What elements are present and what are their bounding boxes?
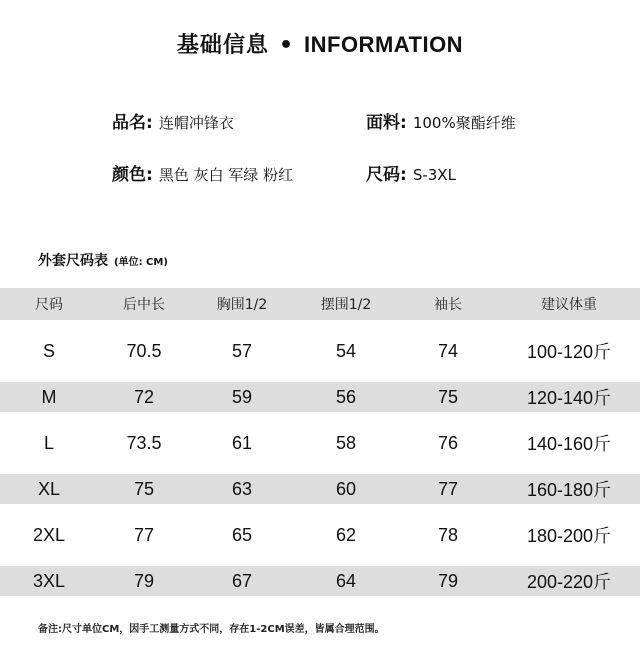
- cell-chest: 59: [231, 386, 253, 407]
- cell-chest: 63: [231, 478, 253, 499]
- info-size-label: 尺码: [366, 165, 400, 185]
- cell-back-length: 77: [133, 524, 155, 545]
- cell-back-length: 75: [133, 478, 155, 499]
- table-row: [0, 504, 640, 566]
- info-fabric-label: 面料: [366, 113, 400, 133]
- cell-hem: 62: [335, 524, 357, 545]
- cell-hem: 60: [335, 478, 357, 499]
- cell-sleeve: 76: [437, 432, 459, 453]
- info-color-label: 颜色: [112, 165, 146, 185]
- cell-weight: 140-160斤: [526, 434, 612, 454]
- header-back-length: 后中长: [123, 297, 165, 313]
- info-fabric-value: 100%聚酯纤维: [412, 114, 516, 132]
- info-name: 品名: 连帽冲锋衣: [112, 113, 234, 133]
- info-name-label: 品名: [112, 113, 146, 133]
- cell-hem: 64: [335, 570, 357, 591]
- table-row: [0, 474, 640, 504]
- header-size: 尺码: [35, 297, 63, 313]
- title-cn: 基础信息: [176, 33, 269, 58]
- header-weight: 建议体重: [541, 297, 597, 313]
- cell-sleeve: 75: [437, 386, 459, 407]
- table-row: [0, 320, 640, 382]
- title-separator: •: [278, 33, 294, 58]
- header-chest: 胸围1/2: [216, 297, 268, 313]
- cell-weight: 160-180斤: [526, 480, 612, 500]
- info-name-value: 连帽冲锋衣: [158, 114, 234, 132]
- cell-chest: 65: [231, 524, 253, 545]
- size-table-unit: (单位: CM): [114, 257, 168, 268]
- cell-weight: 100-120斤: [526, 342, 612, 362]
- info-color: 颜色: 黑色 灰白 军绿 粉红: [112, 165, 294, 185]
- cell-hem: 54: [335, 340, 357, 361]
- cell-hem: 58: [335, 432, 357, 453]
- size-table: [0, 288, 640, 596]
- cell-weight: 180-200斤: [526, 526, 612, 546]
- cell-chest: 57: [231, 340, 253, 361]
- size-table-header-row: [0, 288, 640, 320]
- cell-size: M: [41, 386, 57, 407]
- cell-back-length: 73.5: [126, 432, 162, 453]
- info-color-value: 黑色 灰白 军绿 粉红: [158, 166, 294, 184]
- cell-back-length: 70.5: [126, 340, 162, 361]
- cell-size: S: [42, 340, 55, 361]
- cell-size: L: [43, 432, 54, 453]
- cell-size: XL: [37, 478, 61, 499]
- info-size-value: S-3XL: [412, 166, 456, 184]
- info-size: 尺码: S-3XL: [366, 165, 456, 185]
- table-row: [0, 382, 640, 412]
- table-row: [0, 412, 640, 474]
- title-en: INFORMATION: [304, 32, 464, 57]
- table-row: [0, 566, 640, 596]
- cell-chest: 67: [231, 570, 253, 591]
- cell-sleeve: 78: [437, 524, 459, 545]
- cell-sleeve: 74: [437, 340, 459, 361]
- info-fabric: 面料: 100%聚酯纤维: [366, 113, 516, 133]
- cell-hem: 56: [335, 386, 357, 407]
- size-table-title: 外套尺码表 (单位: CM): [38, 253, 168, 269]
- cell-sleeve: 79: [437, 570, 459, 591]
- cell-sleeve: 77: [437, 478, 459, 499]
- cell-size: 3XL: [32, 570, 66, 591]
- cell-back-length: 79: [133, 570, 155, 591]
- page-title: [0, 28, 640, 59]
- cell-weight: 120-140斤: [526, 388, 612, 408]
- cell-chest: 61: [231, 432, 253, 453]
- cell-weight: 200-220斤: [526, 572, 612, 592]
- footnote: 备注:尺寸单位CM，因手工测量方式不同，存在1-2CM误差，皆属合理范围。: [38, 624, 385, 635]
- header-hem: 摆围1/2: [320, 297, 372, 313]
- cell-size: 2XL: [32, 524, 66, 545]
- cell-back-length: 72: [133, 386, 155, 407]
- header-sleeve: 袖长: [434, 297, 462, 313]
